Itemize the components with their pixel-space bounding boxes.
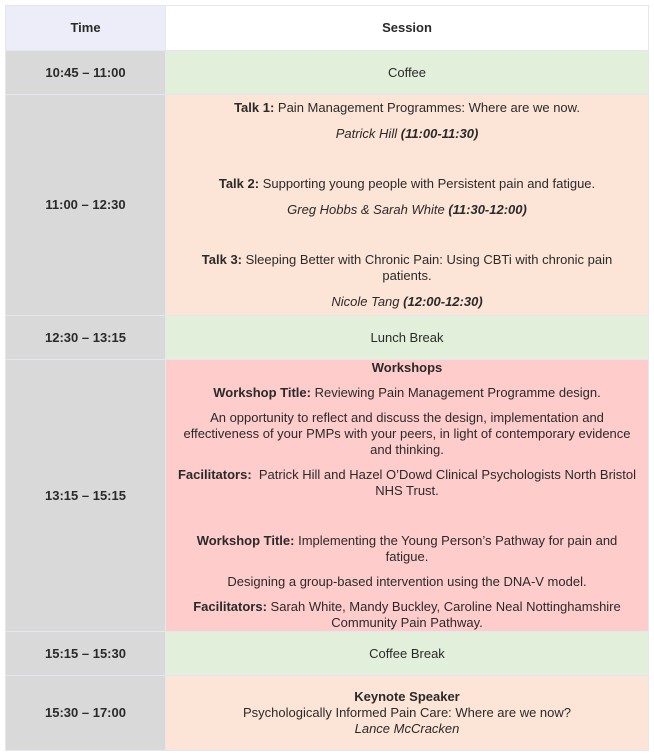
table-row bbox=[6, 676, 649, 751]
session-cell: Coffee bbox=[166, 51, 649, 95]
talk-speaker: Greg Hobbs & Sarah White bbox=[287, 202, 445, 217]
table-row bbox=[6, 51, 649, 95]
table-row bbox=[6, 360, 649, 632]
talk bbox=[176, 252, 638, 310]
table-row bbox=[6, 95, 649, 316]
time-column-header: Time bbox=[6, 6, 166, 51]
session-cell bbox=[166, 95, 649, 316]
talk-label: Talk 3: bbox=[201, 252, 242, 267]
programme-table bbox=[5, 5, 649, 751]
session-cell: Coffee Break bbox=[166, 632, 649, 676]
time-cell: 15:15 – 15:30 bbox=[6, 632, 166, 676]
facilitators-label: Facilitators: bbox=[177, 467, 252, 482]
workshop-title: Implementing the Young Person’s Pathway for pain and fatigue. bbox=[298, 533, 618, 564]
talk-title: Pain Management Programmes: Where are we now. bbox=[277, 100, 580, 115]
workshop bbox=[176, 385, 638, 499]
talk-time: (11:00-11:30) bbox=[400, 126, 479, 141]
time-cell: 12:30 – 13:15 bbox=[6, 316, 166, 360]
talk-speaker: Patrick Hill bbox=[335, 126, 398, 141]
time-cell: 11:00 – 12:30 bbox=[6, 95, 166, 316]
session-cell bbox=[166, 360, 649, 632]
workshop-title-label: Workshop Title: bbox=[196, 533, 295, 548]
keynote-title: Psychologically Informed Pain Care: Where are we now? bbox=[242, 705, 572, 720]
talk-title: Supporting young people with Persistent pain and fatigue. bbox=[262, 176, 596, 191]
talk-time: (12:00-12:30) bbox=[403, 294, 483, 309]
time-cell: 10:45 – 11:00 bbox=[6, 51, 166, 95]
facilitators-label: Facilitators: bbox=[193, 599, 267, 614]
session-cell: Lunch Break bbox=[166, 316, 649, 360]
workshops-heading: Workshops bbox=[371, 360, 443, 375]
talk-time: (11:30-12:00) bbox=[448, 202, 527, 217]
facilitators: Sarah White, Mandy Buckley, Caroline Neal Nottinghamshire Community Pain Pathway. bbox=[270, 599, 621, 630]
workshop-description: Designing a group-based intervention using the DNA-V model. bbox=[227, 574, 587, 589]
talk bbox=[176, 100, 638, 142]
keynote-speaker: Lance McCracken bbox=[354, 721, 460, 736]
workshop bbox=[176, 533, 638, 631]
time-cell: 15:30 – 17:00 bbox=[6, 676, 166, 751]
talk-speaker: Nicole Tang bbox=[331, 294, 400, 309]
talk-title: Sleeping Better with Chronic Pain: Using CBTi with chronic pain patients. bbox=[245, 252, 613, 283]
time-cell: 13:15 – 15:15 bbox=[6, 360, 166, 632]
workshop-title-label: Workshop Title: bbox=[213, 385, 311, 400]
talk bbox=[176, 176, 638, 218]
talk-label: Talk 2: bbox=[218, 176, 260, 191]
table-row bbox=[6, 316, 649, 360]
session-column-header: Session bbox=[166, 6, 649, 51]
workshop-title: Reviewing Pain Management Programme design. bbox=[314, 385, 601, 400]
keynote-heading: Keynote Speaker bbox=[354, 689, 460, 704]
header-row bbox=[6, 6, 649, 51]
table-row bbox=[6, 632, 649, 676]
talk-label: Talk 1: bbox=[234, 100, 275, 115]
session-cell bbox=[166, 676, 649, 751]
facilitators: Patrick Hill and Hazel O’Dowd Clinical Psychologists North Bristol NHS Trust. bbox=[258, 467, 637, 498]
workshop-description: An opportunity to reflect and discuss the design, implementation and effectiveness of your PMPs with your peers, in light of contemporary evidence and thinking. bbox=[183, 410, 631, 457]
